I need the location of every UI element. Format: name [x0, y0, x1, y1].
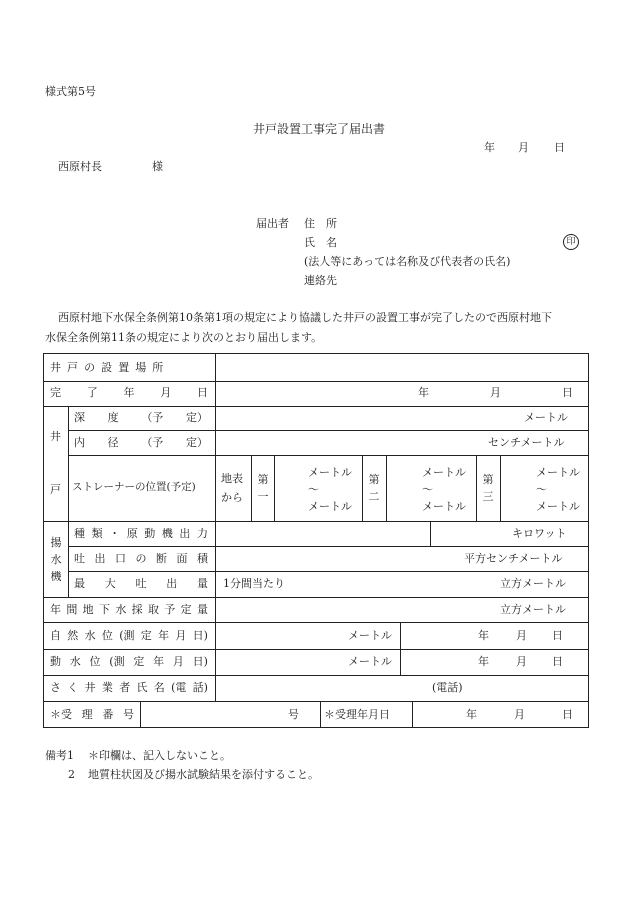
- driller-name-label: さ く 井 業 者 氏 名 (電 話): [50, 681, 208, 694]
- addressee-honorific: 様: [152, 160, 163, 173]
- static-level-month: 月: [516, 629, 527, 642]
- second-from-unit: メートル: [422, 466, 466, 479]
- remarks-item-2-number: 2: [68, 768, 75, 781]
- second-tilde: ～: [422, 483, 433, 496]
- receipt-day: 日: [562, 708, 573, 721]
- dynamic-level-month: 月: [516, 655, 527, 668]
- remarks-item-1: ＊印欄は、記入しないこと。: [88, 749, 231, 762]
- completion-date-label: 完 了 年 月 日: [50, 386, 208, 399]
- kilowatt-unit: キロワット: [512, 527, 567, 540]
- third-from-unit: メートル: [536, 466, 580, 479]
- receipt-month: 月: [514, 708, 525, 721]
- addressee-name: 西原村長: [58, 160, 102, 173]
- sq-cm-unit: 平方センチメートル: [464, 552, 563, 565]
- completion-year: 年: [418, 386, 429, 399]
- pump-group-label: 揚 水 機: [50, 536, 62, 584]
- static-level-day: 日: [552, 629, 563, 642]
- static-level-unit: メートル: [348, 629, 392, 642]
- strainer-label: ストレーナーの位置(予定): [72, 481, 196, 493]
- address-label: 住 所: [304, 217, 337, 230]
- dynamic-level-unit: メートル: [348, 655, 392, 668]
- third-to-unit: メートル: [536, 500, 580, 513]
- applicant-label: 届出者: [256, 217, 289, 230]
- max-discharge-unit: 立方メートル: [500, 577, 566, 590]
- well-group-label-2: 戸: [50, 483, 61, 496]
- remarks-label: 備考1: [45, 749, 74, 762]
- receipt-number-label: ＊受 理 番 号: [50, 708, 134, 721]
- body-text-line2: 水保全条例第11条の規定により次のとおり届出します。: [45, 331, 323, 344]
- annual-intake-unit: 立方メートル: [500, 603, 566, 616]
- completion-month: 月: [490, 386, 501, 399]
- corporate-note: (法人等にあっては名称及び代表者の氏名): [304, 255, 511, 268]
- number-unit: 号: [288, 708, 299, 721]
- pump-type-label: 種 類 ・ 原 動 機 出 力: [74, 527, 208, 540]
- first-from-unit: メートル: [308, 466, 352, 479]
- from-surface-label-1: 地表: [221, 472, 243, 485]
- date-day-label: 日: [554, 141, 565, 154]
- dynamic-level-year: 年: [478, 655, 489, 668]
- first-tilde: ～: [308, 483, 319, 496]
- driller-phone-label: (電話): [432, 681, 463, 694]
- receipt-year: 年: [466, 708, 477, 721]
- second-position-label: 第 二: [368, 473, 380, 504]
- diameter-unit: センチメートル: [488, 436, 565, 449]
- dynamic-level-label: 動 水 位 (測 定 年 月 日): [50, 655, 208, 668]
- page-title: 井戸設置工事完了届出書: [253, 122, 386, 136]
- body-text-line1: 西原村地下水保全条例第10条第1項の規定により協議した井戸の設置工事が完了したので西原村地下: [58, 311, 552, 324]
- date-year-label: 年: [484, 141, 495, 154]
- second-to-unit: メートル: [422, 500, 466, 513]
- application-form-table: [43, 353, 589, 728]
- well-location-label: 井戸の設置場所: [50, 361, 170, 374]
- third-position-label: 第 三: [482, 473, 494, 504]
- remarks-item-2: 地質柱状図及び揚水試験結果を添付すること。: [88, 768, 319, 781]
- name-label: 氏 名: [304, 236, 337, 249]
- dynamic-level-day: 日: [552, 655, 563, 668]
- first-position-label: 第 一: [257, 473, 269, 504]
- depth-unit: メートル: [524, 411, 568, 424]
- seal-icon: 印: [563, 234, 579, 250]
- form-number: 様式第5号: [45, 85, 96, 98]
- date-month-label: 月: [518, 141, 529, 154]
- from-surface-label-2: から: [221, 491, 243, 504]
- per-minute-label: 1分間当たり: [223, 577, 285, 590]
- well-group-label-1: 井: [50, 430, 61, 443]
- receipt-date-label: ＊受理年月日: [324, 708, 390, 721]
- max-discharge-label: 最 大 吐 出 量: [74, 577, 208, 590]
- discharge-area-label: 吐 出 口 の 断 面 積: [74, 552, 208, 565]
- static-level-label: 自 然 水 位 (測 定 年 月 日): [50, 629, 208, 642]
- depth-label: 深 度 （予 定）: [74, 411, 208, 424]
- diameter-label: 内 径 （予 定）: [74, 436, 208, 449]
- annual-intake-label: 年 間 地 下 水 採 取 予 定 量: [50, 603, 208, 616]
- first-to-unit: メートル: [308, 500, 352, 513]
- third-tilde: ～: [536, 483, 547, 496]
- completion-day: 日: [562, 386, 573, 399]
- static-level-year: 年: [478, 629, 489, 642]
- contact-label: 連絡先: [304, 274, 337, 287]
